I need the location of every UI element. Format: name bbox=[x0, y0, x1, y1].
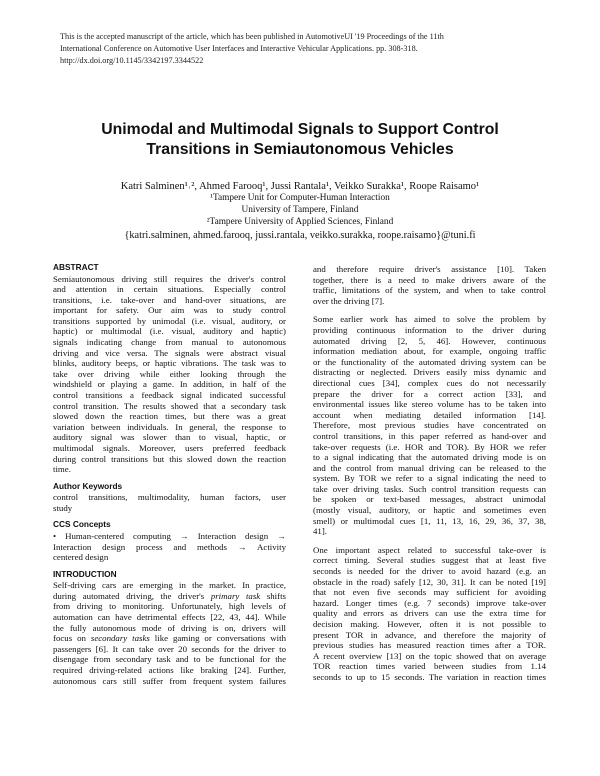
text-line: prepare the driver for a correct action [33], and bbox=[313, 388, 546, 399]
text-line: TOR reaction times varied between studies from 1.14 bbox=[313, 661, 546, 672]
text-line: correct timing. Several studies suggest that at least five bbox=[313, 555, 546, 566]
text-line: control transition. The results showed that a secondary task bbox=[53, 400, 286, 411]
text-line: that not even five seconds may sufficient for avoiding bbox=[313, 587, 546, 598]
text-line: the fully autonomous mode of driving is on, drivers will bbox=[53, 622, 286, 633]
abstract-paragraph bbox=[53, 274, 286, 475]
text-line: to a signal indicating that the automated driving mode is on bbox=[313, 452, 546, 463]
text-line: take over driving tasks. Such control transition requests can bbox=[313, 483, 546, 494]
text-line: smell) or multimodal cues [1, 11, 13, 16, 29, 36, 37, 38, bbox=[313, 515, 546, 526]
text-line: automation can have detrimental effects [22, 43, 44]. While bbox=[53, 612, 286, 623]
text-line: auditory signal was slower than to visual, haptic, or bbox=[53, 432, 286, 443]
keywords-heading: Author Keywords bbox=[53, 480, 123, 491]
affiliation: ¹Tampere Unit for Computer-Human Interaction bbox=[210, 193, 390, 203]
emphasis-primary-task: primary task bbox=[210, 590, 261, 601]
text-line: traffic, limitations of the system, and when to take control bbox=[313, 285, 546, 296]
author-names: Katri Salminen¹˒², Ahmed Farooq¹, Jussi Rantala¹, Veikko Surakka¹, Roope Raisamo¹ bbox=[120, 181, 480, 192]
text-line: be spoken or text-based messages, abstract unimodal bbox=[313, 494, 546, 505]
introduction-paragraph bbox=[53, 580, 286, 686]
paper-title bbox=[50, 120, 550, 160]
right-column bbox=[313, 264, 546, 683]
text-line: seconds is needed for the driver to avoid hazard (e.g. an bbox=[313, 566, 546, 577]
text-line: transitions supported by unimodal (i.e. visual, auditory, or bbox=[53, 315, 286, 326]
text-line: from driving to monitoring. Unfortunately, high levels of bbox=[53, 601, 286, 612]
text-line: autonomous cars still suffer from frequent system failures bbox=[53, 675, 286, 686]
text-line: over the driving [7]. bbox=[313, 295, 385, 306]
text-line: system. By TOR we refer to a signal indicating the need to bbox=[313, 473, 546, 484]
text-line: multimodal signals. Moreover, users preferred feedback bbox=[53, 443, 286, 453]
text-run: shifts bbox=[260, 590, 286, 601]
affiliation: ²Tampere University of Applied Sciences, Finland bbox=[206, 216, 394, 227]
text-line: account when mediating detailed information [14]. bbox=[313, 409, 546, 420]
affiliation: University of Tampere, Finland bbox=[241, 204, 359, 215]
text-line: passengers [6]. It can take over 20 seconds for the driver to bbox=[53, 643, 286, 654]
text-line: variation between individuals. In general, the response to bbox=[53, 421, 286, 432]
text-line: quality and errors as drivers can use the extra time for bbox=[313, 608, 546, 619]
text-line: Some earlier work has aimed to solve the problem by bbox=[313, 314, 546, 325]
emphasis-secondary-tasks: secondary tasks bbox=[90, 633, 150, 644]
text-line: environmental issues like stereo volume has to be taken into bbox=[313, 399, 546, 410]
text-line: transitions, i.e. take-over and hand-over situations, are bbox=[53, 294, 286, 305]
text-line: slowed down the reaction times, but there was a great bbox=[53, 411, 286, 422]
text-line: 41]. bbox=[313, 526, 327, 537]
ccs-paragraph bbox=[53, 531, 286, 563]
text-line: providing continuous information to the driver during bbox=[313, 324, 546, 335]
text-line: during control transitions but this slowed down the reaction bbox=[53, 453, 286, 464]
text-line: present TOR in advance, and therefore the majority of bbox=[313, 629, 546, 640]
text-line bbox=[53, 591, 286, 602]
text-line: Self-driving cars are emerging in the market. In practice, bbox=[53, 580, 286, 591]
left-column bbox=[53, 262, 286, 686]
body-paragraph-1 bbox=[313, 264, 546, 306]
body-paragraph-3 bbox=[313, 545, 546, 683]
text-line: windshield or playing a game. In addition, in half of the bbox=[53, 379, 286, 390]
author-emails: {katri.salminen, ahmed.farooq, jussi.rantala, veikko.surakka, roope.raisamo}@tuni.fi bbox=[124, 230, 476, 242]
text-line: Interaction design process and methods → Activity bbox=[53, 541, 286, 552]
text-line: automated driving [2, 5, 46]. However, continuous bbox=[313, 335, 546, 346]
text-line: study bbox=[53, 502, 73, 513]
text-line: information mediation about, for example, ongoing traffic bbox=[313, 346, 546, 357]
notice-doi-link[interactable]: http://dx.doi.org/10.1145/3342197.3344522 bbox=[60, 56, 204, 65]
text-line: A recent overview [13] on the topic showed that on average bbox=[313, 650, 546, 661]
ccs-heading: CCS Concepts bbox=[53, 519, 111, 530]
text-line: decision making. However, often it is not possible to bbox=[313, 619, 546, 629]
notice-line: This is the accepted manuscript of the article, which has been published in AutomotiveUI '19 Proceedings of the 11th bbox=[60, 32, 444, 41]
text-line: and attention in certain situations. Especially control bbox=[53, 284, 286, 295]
text-line bbox=[53, 633, 286, 644]
body-paragraph-2 bbox=[313, 314, 546, 536]
text-line: control transitions, in this paper referred as hand-over and bbox=[313, 430, 546, 441]
text-run: like gaming or conversations with bbox=[149, 633, 286, 644]
text-line: required driving-related actions like braking [24]. Further, bbox=[53, 665, 286, 675]
text-line: Therefore, most previous studies have concentrated on bbox=[313, 420, 546, 431]
text-line: seconds to up to 15 seconds. The variation in reaction times bbox=[313, 671, 546, 682]
text-line: previous studies has measured reaction times after a TOR. bbox=[313, 640, 546, 651]
text-line: directional cues [34], complex cues do not necessarily bbox=[313, 377, 546, 388]
abstract-heading: ABSTRACT bbox=[53, 262, 99, 272]
text-line: obstacle in the road) safely [12, 30, 31]. It can be noted [19] bbox=[313, 576, 546, 587]
text-line: (mostly visual, auditory, or haptic and sometimes even bbox=[313, 505, 546, 516]
text-line: signals indicating change from manual to autonomous bbox=[53, 337, 286, 348]
text-line: centered design bbox=[53, 552, 109, 563]
text-line: take over driving while either looking through the bbox=[53, 368, 286, 379]
text-line: haptic) or multimodal (i.e. visual, auditory and haptic) bbox=[53, 326, 286, 337]
notice-line: International Conference on Automotive User Interfaces and Interactive Vehicular Applications. pp. 308-318. bbox=[60, 44, 418, 53]
text-line: important for safety. Our aim was to study control bbox=[53, 305, 286, 316]
introduction-heading: INTRODUCTION bbox=[53, 568, 117, 579]
text-run: focus on bbox=[53, 633, 86, 644]
publication-notice bbox=[60, 31, 530, 67]
text-line: disengage from secondary task and to be functional for the bbox=[53, 654, 286, 665]
text-line: distracting or neglected. Drivers easily miss dynamic and bbox=[313, 367, 546, 378]
title-line: Unimodal and Multimodal Signals to Support Control bbox=[101, 121, 499, 138]
text-line: and the control from manual driving can be released to the bbox=[313, 462, 546, 473]
text-line: hazard. Longer times (e.g. 7 seconds) improve take-over bbox=[313, 597, 546, 608]
text-line: Semiautonomous driving still requires the driver's control bbox=[53, 273, 286, 284]
keywords-paragraph bbox=[53, 492, 286, 513]
text-line: • Human-centered computing → Interaction design → bbox=[53, 530, 286, 541]
text-line: driving and vice versa. The signals were abstract visual bbox=[53, 347, 286, 358]
text-line: or the functionality of the automated driving system can be bbox=[313, 356, 546, 367]
text-line: together, there is a need to make drivers aware of the bbox=[313, 274, 546, 285]
author-block bbox=[40, 180, 560, 242]
text-line: One important aspect related to successful take-over is bbox=[313, 544, 546, 555]
text-run: during automated driving, the driver's bbox=[53, 590, 205, 601]
text-line: control transitions a feedback signal indicated successful bbox=[53, 390, 286, 401]
text-line: time. bbox=[53, 464, 71, 475]
text-line: and therefore require driver's assistance [10]. Taken bbox=[313, 264, 546, 274]
text-line: take-over requests (i.e. HOR and TOR). By HOR we refer bbox=[313, 441, 546, 452]
text-line: control transitions, multimodality, human factors, user bbox=[53, 492, 286, 503]
title-line: Transitions in Semiautonomous Vehicles bbox=[146, 141, 454, 158]
text-line: blinks, auditory beeps, or haptic vibrations. The task was to bbox=[53, 358, 286, 369]
